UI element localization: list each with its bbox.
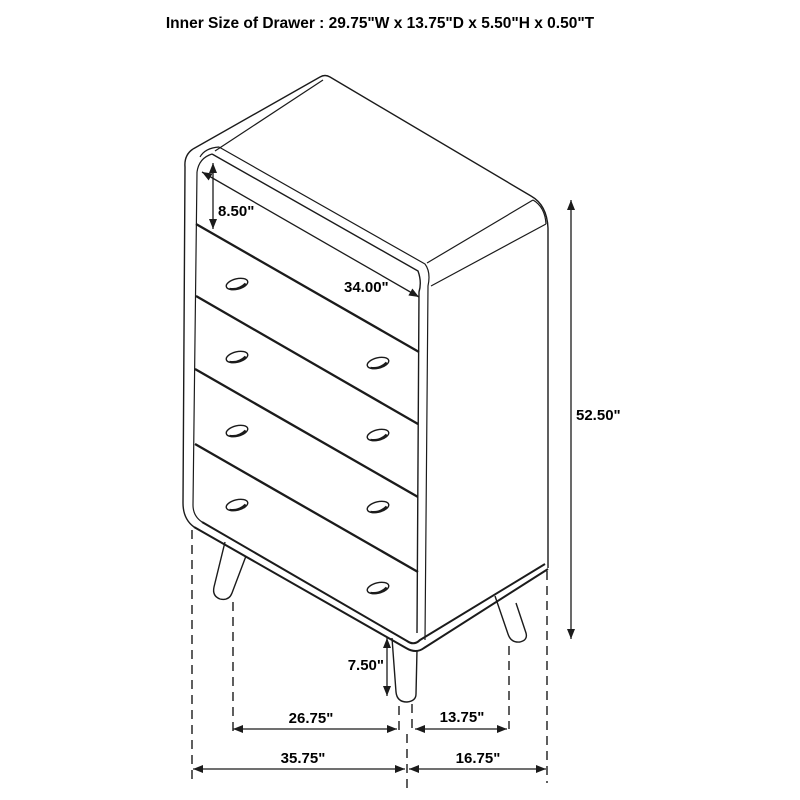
- page-title: Inner Size of Drawer : 29.75"W x 13.75"D x 5.50"H x 0.50"T: [165, 15, 595, 32]
- dimension-label: 8.50": [218, 203, 255, 220]
- chest-illustration: [183, 76, 548, 703]
- drawer-handle: [366, 355, 390, 370]
- dimension-depth-leg-span: [415, 709, 507, 729]
- drawer-handle: [366, 499, 390, 514]
- drawer-handle: [225, 423, 249, 438]
- cabinet-outline-top-right: [193, 76, 548, 569]
- dimension-label: 16.75": [455, 750, 501, 767]
- cabinet-outline-left: [183, 149, 194, 527]
- front-top-edge-corner-arc: [197, 154, 212, 172]
- dimension-overall-height: [571, 200, 621, 639]
- dimension-label: 13.75": [439, 709, 485, 726]
- dimension-label: 52.50": [576, 407, 621, 424]
- dimension-label: 34.00": [344, 279, 389, 296]
- back-right-leg: [495, 596, 526, 642]
- dimension-top-drawer-height: [213, 163, 254, 229]
- dimension-label: 26.75": [288, 710, 334, 727]
- front-left-leg: [214, 542, 246, 599]
- dimension-overall-depth: [409, 750, 546, 769]
- drawer-handles: [225, 276, 390, 595]
- top-face-front-band: [219, 147, 429, 640]
- drawer-separators: [195, 224, 419, 572]
- dimension-front-leg-span: [233, 710, 397, 729]
- dimension-label: 35.75": [280, 750, 326, 767]
- drawer-handle: [366, 427, 390, 442]
- dimension-overall-width: [193, 750, 405, 769]
- top-face-right-boundary: [427, 200, 533, 263]
- top-back-left-edge-band: [215, 80, 323, 151]
- drawer-handle: [225, 349, 249, 364]
- drawer-handle: [366, 580, 390, 595]
- side-face-top-boundary: [431, 224, 546, 286]
- drawer-handle: [225, 276, 249, 291]
- front-bottom-inner-edge: [202, 522, 545, 643]
- dimension-top-width: [202, 172, 419, 297]
- dimension-leg-height: [348, 638, 387, 696]
- drawer-handle: [225, 497, 249, 512]
- dimension-label: 7.50": [347, 657, 384, 674]
